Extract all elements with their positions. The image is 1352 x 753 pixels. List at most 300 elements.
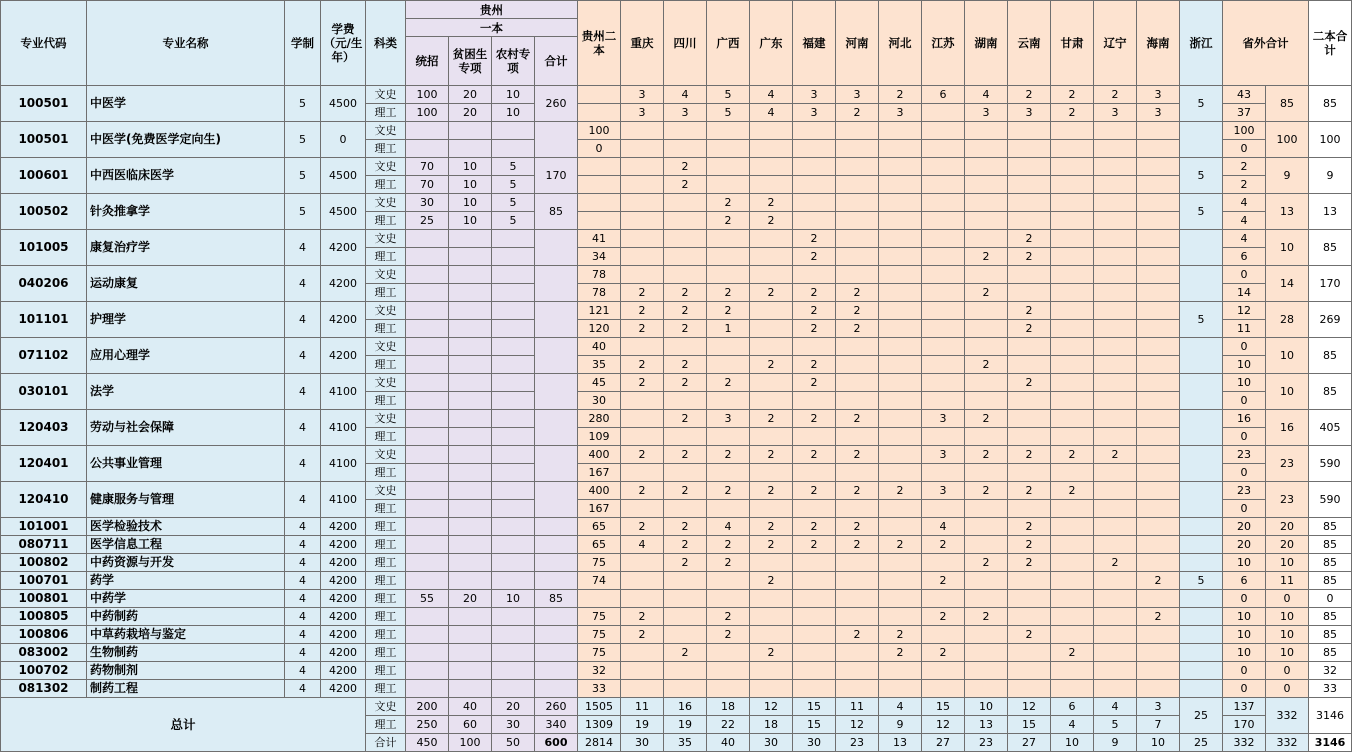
major-years: 4 — [285, 644, 321, 662]
province-cell: 2 — [793, 230, 836, 248]
province-cell — [1051, 230, 1094, 248]
guizhou-tier2-cell: 65 — [578, 536, 621, 554]
outside-cell: 0 — [1223, 680, 1266, 698]
province-cell — [1051, 338, 1094, 356]
province-cell — [879, 284, 922, 302]
major-years: 4 — [285, 590, 321, 608]
province-cell — [1094, 248, 1137, 266]
province-cell — [621, 392, 664, 410]
province-cell — [664, 608, 707, 626]
major-code: 101101 — [1, 302, 87, 338]
province-cell — [1051, 626, 1094, 644]
major-code: 100501 — [1, 122, 87, 158]
province-cell: 2 — [965, 410, 1008, 428]
major-years: 4 — [285, 536, 321, 554]
province-cell — [750, 590, 793, 608]
track-cell: 理工 — [366, 320, 406, 338]
guizhou-tier2-cell: 121 — [578, 302, 621, 320]
province-cell: 3 — [879, 104, 922, 122]
tier1-cell: 10 — [449, 176, 492, 194]
outside-total-cell: 20 — [1266, 536, 1309, 554]
major-code: 120410 — [1, 482, 87, 518]
province-cell: 40 — [707, 734, 750, 752]
header-sub: 农村专项 — [492, 37, 535, 86]
province-cell — [1137, 554, 1180, 572]
province-cell — [1051, 284, 1094, 302]
major-fee: 4100 — [321, 482, 366, 518]
tier1-cell — [406, 626, 449, 644]
province-cell — [707, 338, 750, 356]
tier1-cell — [449, 428, 492, 446]
major-fee: 4200 — [321, 554, 366, 572]
province-cell — [1008, 680, 1051, 698]
province-cell: 2 — [664, 320, 707, 338]
tier1-cell — [492, 482, 535, 500]
province-cell — [793, 212, 836, 230]
province-cell: 2 — [879, 626, 922, 644]
major-fee: 4200 — [321, 662, 366, 680]
province-cell: 2 — [750, 284, 793, 302]
outside-total-cell: 100 — [1266, 122, 1309, 158]
province-cell — [1008, 392, 1051, 410]
province-cell — [750, 500, 793, 518]
province-cell — [1008, 428, 1051, 446]
zhejiang-cell — [1180, 590, 1223, 608]
tier1-cell — [492, 518, 535, 536]
province-cell — [879, 662, 922, 680]
province-cell — [621, 230, 664, 248]
province-cell: 2 — [664, 446, 707, 464]
province-cell — [965, 302, 1008, 320]
outside-total-cell: 85 — [1266, 86, 1309, 122]
province-cell — [836, 140, 879, 158]
province-cell — [621, 338, 664, 356]
tier2-total-cell: 0 — [1309, 590, 1352, 608]
province-cell — [922, 320, 965, 338]
province-cell: 18 — [750, 716, 793, 734]
province-cell — [836, 662, 879, 680]
province-cell: 2 — [707, 626, 750, 644]
tier1-cell — [449, 536, 492, 554]
province-cell — [922, 158, 965, 176]
tier1-cell — [492, 500, 535, 518]
tier1-cell — [449, 338, 492, 356]
province-cell — [922, 374, 965, 392]
province-cell — [664, 626, 707, 644]
tier1-cell — [492, 230, 535, 248]
province-cell — [965, 158, 1008, 176]
tier1-cell: 20 — [449, 86, 492, 104]
province-cell: 2 — [707, 536, 750, 554]
tier1-cell: 100 — [406, 104, 449, 122]
zhejiang-cell — [1180, 230, 1223, 266]
province-cell — [965, 644, 1008, 662]
tier2-total-cell: 32 — [1309, 662, 1352, 680]
outside-cell: 0 — [1223, 500, 1266, 518]
province-cell: 2 — [922, 572, 965, 590]
tier1-cell — [535, 554, 578, 572]
province-cell — [879, 248, 922, 266]
province-cell — [879, 338, 922, 356]
province-cell: 2 — [750, 482, 793, 500]
tier1-cell — [535, 680, 578, 698]
major-name: 健康服务与管理 — [87, 482, 285, 518]
province-cell — [879, 212, 922, 230]
guizhou-tier2-cell: 167 — [578, 500, 621, 518]
tier1-cell — [406, 446, 449, 464]
province-cell: 2 — [793, 320, 836, 338]
table-row — [1, 482, 1352, 500]
tier1-cell — [492, 302, 535, 320]
province-cell: 23 — [836, 734, 879, 752]
province-cell — [922, 284, 965, 302]
province-cell — [1137, 536, 1180, 554]
major-fee: 4200 — [321, 266, 366, 302]
province-cell — [1094, 266, 1137, 284]
tier1-cell — [406, 536, 449, 554]
major-name: 护理学 — [87, 302, 285, 338]
province-cell: 4 — [1051, 716, 1094, 734]
province-cell: 2 — [750, 446, 793, 464]
province-cell: 6 — [922, 86, 965, 104]
province-cell: 2 — [965, 284, 1008, 302]
province-cell — [879, 518, 922, 536]
province-cell: 16 — [664, 698, 707, 716]
header-province: 广西 — [707, 1, 750, 86]
guizhou-tier2-cell: 75 — [578, 644, 621, 662]
province-cell — [1094, 482, 1137, 500]
tier1-total-cell: 170 — [535, 158, 578, 194]
outside-total-cell: 10 — [1266, 644, 1309, 662]
tier1-cell — [449, 284, 492, 302]
province-cell — [1137, 500, 1180, 518]
zhejiang-cell — [1180, 662, 1223, 680]
province-cell — [1094, 338, 1137, 356]
tier1-cell — [406, 644, 449, 662]
province-cell — [965, 572, 1008, 590]
zhejiang-cell — [1180, 122, 1223, 158]
guizhou-tier2-cell: 2814 — [578, 734, 621, 752]
province-cell — [1094, 140, 1137, 158]
province-cell — [750, 662, 793, 680]
zhejiang-cell: 5 — [1180, 158, 1223, 194]
province-cell — [750, 230, 793, 248]
province-cell — [1137, 644, 1180, 662]
major-name: 医学检验技术 — [87, 518, 285, 536]
province-cell — [1051, 194, 1094, 212]
tier1-cell: 100 — [406, 86, 449, 104]
guizhou-tier2-cell: 34 — [578, 248, 621, 266]
province-cell: 2 — [836, 536, 879, 554]
tier1-total-cell — [535, 266, 578, 302]
tier1-cell — [449, 302, 492, 320]
tier1-cell — [449, 410, 492, 428]
tier1-cell: 10 — [492, 590, 535, 608]
province-cell — [1137, 680, 1180, 698]
major-fee: 4200 — [321, 644, 366, 662]
guizhou-tier2-cell — [578, 104, 621, 122]
province-cell: 2 — [836, 626, 879, 644]
province-cell — [707, 464, 750, 482]
major-name: 法学 — [87, 374, 285, 410]
province-cell: 7 — [1137, 716, 1180, 734]
zhejiang-cell — [1180, 608, 1223, 626]
province-cell — [750, 338, 793, 356]
tier1-total-cell — [535, 446, 578, 482]
province-cell — [707, 266, 750, 284]
track-cell: 理工 — [366, 104, 406, 122]
province-cell — [750, 464, 793, 482]
province-cell: 27 — [922, 734, 965, 752]
guizhou-tier2-cell: 33 — [578, 680, 621, 698]
province-cell — [793, 158, 836, 176]
province-cell — [750, 554, 793, 572]
province-cell — [1137, 338, 1180, 356]
province-cell — [621, 410, 664, 428]
province-cell — [965, 500, 1008, 518]
tier1-cell — [406, 482, 449, 500]
track-cell: 理工 — [366, 572, 406, 590]
province-cell: 30 — [793, 734, 836, 752]
guizhou-tier2-cell — [578, 194, 621, 212]
table-row — [1, 410, 1352, 428]
major-years: 4 — [285, 662, 321, 680]
tier2-total-cell: 85 — [1309, 536, 1352, 554]
major-code: 120403 — [1, 410, 87, 446]
province-cell — [621, 554, 664, 572]
province-cell — [750, 176, 793, 194]
tier1-cell — [406, 140, 449, 158]
header-name: 专业名称 — [87, 1, 285, 86]
tier1-cell — [406, 356, 449, 374]
guizhou-tier2-cell: 35 — [578, 356, 621, 374]
province-cell: 2 — [1008, 320, 1051, 338]
major-years: 4 — [285, 482, 321, 518]
major-name: 中药学 — [87, 590, 285, 608]
major-fee: 4200 — [321, 572, 366, 590]
province-cell: 3 — [793, 104, 836, 122]
province-cell: 12 — [1008, 698, 1051, 716]
province-cell: 2 — [707, 446, 750, 464]
tier1-cell — [449, 248, 492, 266]
tier1-cell — [449, 446, 492, 464]
tier1-cell — [406, 572, 449, 590]
major-code: 100801 — [1, 590, 87, 608]
tier1-cell — [492, 248, 535, 266]
header-guizhou-tier2: 贵州二本 — [578, 1, 621, 86]
tier1-cell — [492, 572, 535, 590]
zhejiang-cell — [1180, 410, 1223, 446]
track-cell: 文史 — [366, 86, 406, 104]
tier1-cell — [492, 374, 535, 392]
outside-cell: 37 — [1223, 104, 1266, 122]
tier1-cell: 600 — [535, 734, 578, 752]
province-cell — [1094, 356, 1137, 374]
province-cell: 2 — [664, 302, 707, 320]
province-cell — [922, 140, 965, 158]
province-cell: 2 — [621, 356, 664, 374]
tier1-total-cell: 260 — [535, 86, 578, 122]
province-cell — [879, 230, 922, 248]
province-cell — [879, 392, 922, 410]
province-cell — [750, 320, 793, 338]
tier1-cell — [449, 662, 492, 680]
province-cell — [1094, 230, 1137, 248]
province-cell: 3 — [707, 410, 750, 428]
major-fee: 4100 — [321, 410, 366, 446]
province-cell — [750, 392, 793, 410]
outside-cell: 332 — [1223, 734, 1266, 752]
table-row — [1, 158, 1352, 176]
track-cell: 文史 — [366, 410, 406, 428]
province-cell: 2 — [965, 554, 1008, 572]
province-cell — [750, 266, 793, 284]
province-cell: 2 — [836, 482, 879, 500]
province-cell: 4 — [664, 86, 707, 104]
table-row — [1, 230, 1352, 248]
province-cell — [1137, 158, 1180, 176]
tier1-cell — [406, 284, 449, 302]
province-cell — [1094, 518, 1137, 536]
track-cell: 理工 — [366, 500, 406, 518]
tier1-cell — [492, 446, 535, 464]
province-cell — [664, 500, 707, 518]
province-cell — [922, 554, 965, 572]
province-cell: 3 — [965, 104, 1008, 122]
track-cell: 理工 — [366, 626, 406, 644]
province-cell: 35 — [664, 734, 707, 752]
major-fee: 4100 — [321, 446, 366, 482]
header-province: 四川 — [664, 1, 707, 86]
province-cell — [1094, 194, 1137, 212]
tier1-cell — [492, 392, 535, 410]
province-cell: 15 — [793, 716, 836, 734]
outside-total-cell: 13 — [1266, 194, 1309, 230]
tier1-cell: 100 — [449, 734, 492, 752]
province-cell — [707, 158, 750, 176]
province-cell — [965, 176, 1008, 194]
major-fee: 4500 — [321, 86, 366, 122]
province-cell — [879, 680, 922, 698]
tier1-cell — [449, 374, 492, 392]
province-cell — [1051, 122, 1094, 140]
tier1-cell — [406, 410, 449, 428]
province-cell — [965, 140, 1008, 158]
header-province: 甘肃 — [1051, 1, 1094, 86]
province-cell — [879, 356, 922, 374]
tier2-total-cell: 85 — [1309, 626, 1352, 644]
track-cell: 理工 — [366, 284, 406, 302]
tier1-cell — [492, 662, 535, 680]
province-cell: 11 — [621, 698, 664, 716]
guizhou-tier2-cell: 78 — [578, 266, 621, 284]
outside-cell: 20 — [1223, 518, 1266, 536]
province-cell — [965, 338, 1008, 356]
header-province: 海南 — [1137, 1, 1180, 86]
tier1-total-cell — [535, 338, 578, 374]
province-cell: 5 — [1094, 716, 1137, 734]
outside-total-cell: 10 — [1266, 554, 1309, 572]
header-tier2-total: 二本合计 — [1309, 1, 1352, 86]
province-cell — [879, 428, 922, 446]
province-cell: 2 — [707, 212, 750, 230]
province-cell — [793, 194, 836, 212]
tier2-total-cell: 100 — [1309, 122, 1352, 158]
tier1-cell — [535, 518, 578, 536]
province-cell: 4 — [1094, 698, 1137, 716]
province-cell — [1051, 374, 1094, 392]
province-cell: 2 — [664, 374, 707, 392]
table-header — [1, 1, 1352, 86]
tier1-cell — [406, 662, 449, 680]
province-cell: 3 — [621, 104, 664, 122]
province-cell: 4 — [707, 518, 750, 536]
province-cell — [965, 320, 1008, 338]
province-cell — [793, 176, 836, 194]
major-name: 中医学 — [87, 86, 285, 122]
province-cell: 2 — [750, 644, 793, 662]
province-cell — [922, 266, 965, 284]
province-cell: 4 — [965, 86, 1008, 104]
tier1-cell: 260 — [535, 698, 578, 716]
major-fee: 4500 — [321, 158, 366, 194]
province-cell — [965, 662, 1008, 680]
province-cell — [1094, 626, 1137, 644]
province-cell: 3 — [1137, 86, 1180, 104]
outside-total-cell: 28 — [1266, 302, 1309, 338]
province-cell — [621, 158, 664, 176]
province-cell — [965, 518, 1008, 536]
tier2-total-cell: 85 — [1309, 338, 1352, 374]
province-cell — [1008, 266, 1051, 284]
province-cell — [793, 428, 836, 446]
province-cell — [922, 662, 965, 680]
province-cell — [621, 464, 664, 482]
zhejiang-cell: 5 — [1180, 302, 1223, 338]
zhejiang-cell — [1180, 680, 1223, 698]
province-cell: 2 — [922, 536, 965, 554]
province-cell — [1137, 302, 1180, 320]
province-cell: 2 — [750, 410, 793, 428]
province-cell — [1094, 428, 1137, 446]
major-fee: 4200 — [321, 608, 366, 626]
tier1-cell: 85 — [535, 590, 578, 608]
province-cell: 2 — [1008, 446, 1051, 464]
table-row — [1, 446, 1352, 464]
province-cell: 2 — [707, 608, 750, 626]
major-name: 药物制剂 — [87, 662, 285, 680]
province-cell — [750, 158, 793, 176]
tier1-cell: 50 — [492, 734, 535, 752]
zhejiang-cell — [1180, 518, 1223, 536]
guizhou-tier2-cell — [578, 176, 621, 194]
tier2-total-cell: 13 — [1309, 194, 1352, 230]
province-cell: 2 — [836, 302, 879, 320]
province-cell: 2 — [664, 536, 707, 554]
province-cell: 19 — [621, 716, 664, 734]
major-name: 运动康复 — [87, 266, 285, 302]
outside-total-cell: 10 — [1266, 230, 1309, 266]
province-cell: 2 — [664, 554, 707, 572]
major-code: 100701 — [1, 572, 87, 590]
header-province: 河南 — [836, 1, 879, 86]
track-cell: 文史 — [366, 266, 406, 284]
province-cell: 22 — [707, 716, 750, 734]
major-fee: 4200 — [321, 590, 366, 608]
tier1-cell — [406, 680, 449, 698]
tier1-cell: 30 — [406, 194, 449, 212]
province-cell — [621, 572, 664, 590]
